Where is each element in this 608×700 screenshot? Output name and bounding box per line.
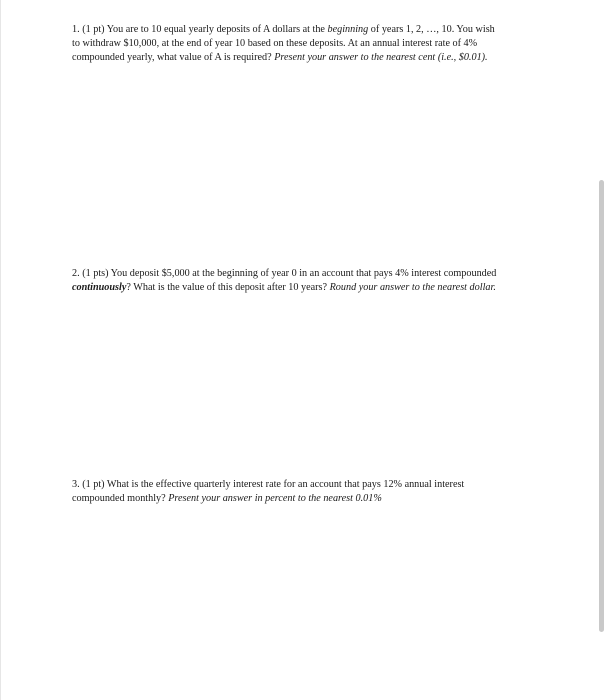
question-text-run: 3. (1 pt) What is the effective quarterly interest rate for an account that pays 12% annual interest [72,479,465,490]
question-text-run: Round your answer to the nearest dollar. [329,282,496,294]
question-text-run: of years 1, 2, …, 10. You wish [368,24,495,35]
scrollbar-thumb[interactable] [599,180,604,632]
question-1-line [72,37,542,51]
question-text-run: beginning [327,24,369,35]
question-text-run: to withdraw $10,000, at the end of year 10 based on these deposits. At an annual interest rate of 4% [72,38,478,50]
question-1-line [72,51,542,65]
question-1-line [72,23,542,37]
question-text-run: Present your answer to the nearest cent (i.e., $0.01). [274,52,488,64]
question-text-run: compounded monthly? [72,493,169,505]
question-2-line [72,267,542,281]
question-text-run: continuously [72,282,127,294]
question-3 [72,478,542,506]
question-text-run: 1. (1 pt) You are to 10 equal yearly deposits of A dollars at the [72,24,328,35]
question-text-run: Present your answer in percent to the nearest 0.01% [168,493,382,505]
question-3-line [72,478,542,492]
question-3-line [72,492,542,506]
question-2 [72,267,542,295]
question-text-run: compounded yearly, what value of A is required? [72,52,275,64]
question-text-run: 2. (1 pts) You deposit $5,000 at the beginning of year 0 in an account that pays 4% interest compounded [72,268,497,279]
question-2-line [72,281,542,295]
page-edge [0,0,1,700]
question-1 [72,23,542,66]
question-text-run: ? What is the value of this deposit after 10 years? [126,282,330,294]
